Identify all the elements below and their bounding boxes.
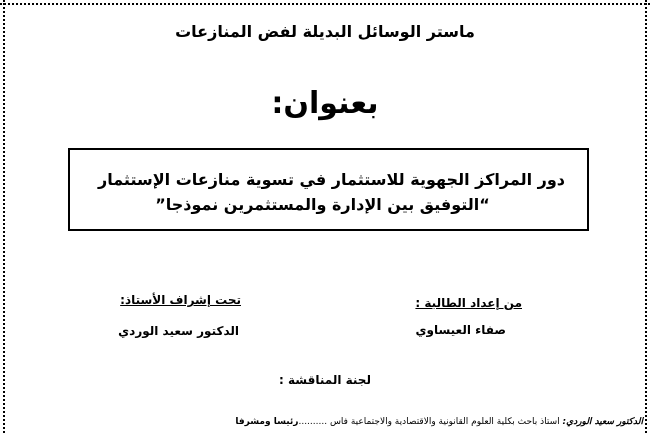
committee-member-description: استاذ باحث بكلية العلوم القانونية والاقتصادية والاجتماعية فاس .......... (298, 417, 560, 427)
dotted-border-top (0, 3, 650, 5)
dotted-border-right (645, 0, 647, 433)
program-name: ماستر الوسائل البديلة لفض المنازعات (175, 22, 475, 41)
student-label: من إعداد الطالبة : (415, 296, 522, 310)
thesis-title-line-1: دور المراكز الجهوية للاستثمار في تسوية منازعات الإستثمار (97, 170, 565, 189)
supervisor-name: الدكتور سعيد الوردي (118, 324, 239, 338)
supervisor-label: تحت إشراف الأستاذ: (120, 293, 241, 307)
thesis-title-box (68, 148, 589, 231)
thesis-title-line-2: “التوفيق بين الإدارة والمستثمرين نموذجا” (155, 195, 490, 214)
committee-label: لجنة المناقشة : (279, 373, 371, 387)
heading-title-label: بعنوان: (271, 86, 379, 121)
student-name: صفاء العيساوي (415, 323, 506, 337)
committee-member-name: الدكتور سعيد الوردي: (562, 417, 643, 427)
committee-member-role: رئيسا ومشرفا (235, 417, 299, 427)
dotted-border-left (3, 0, 5, 433)
committee-member-row (235, 417, 643, 427)
